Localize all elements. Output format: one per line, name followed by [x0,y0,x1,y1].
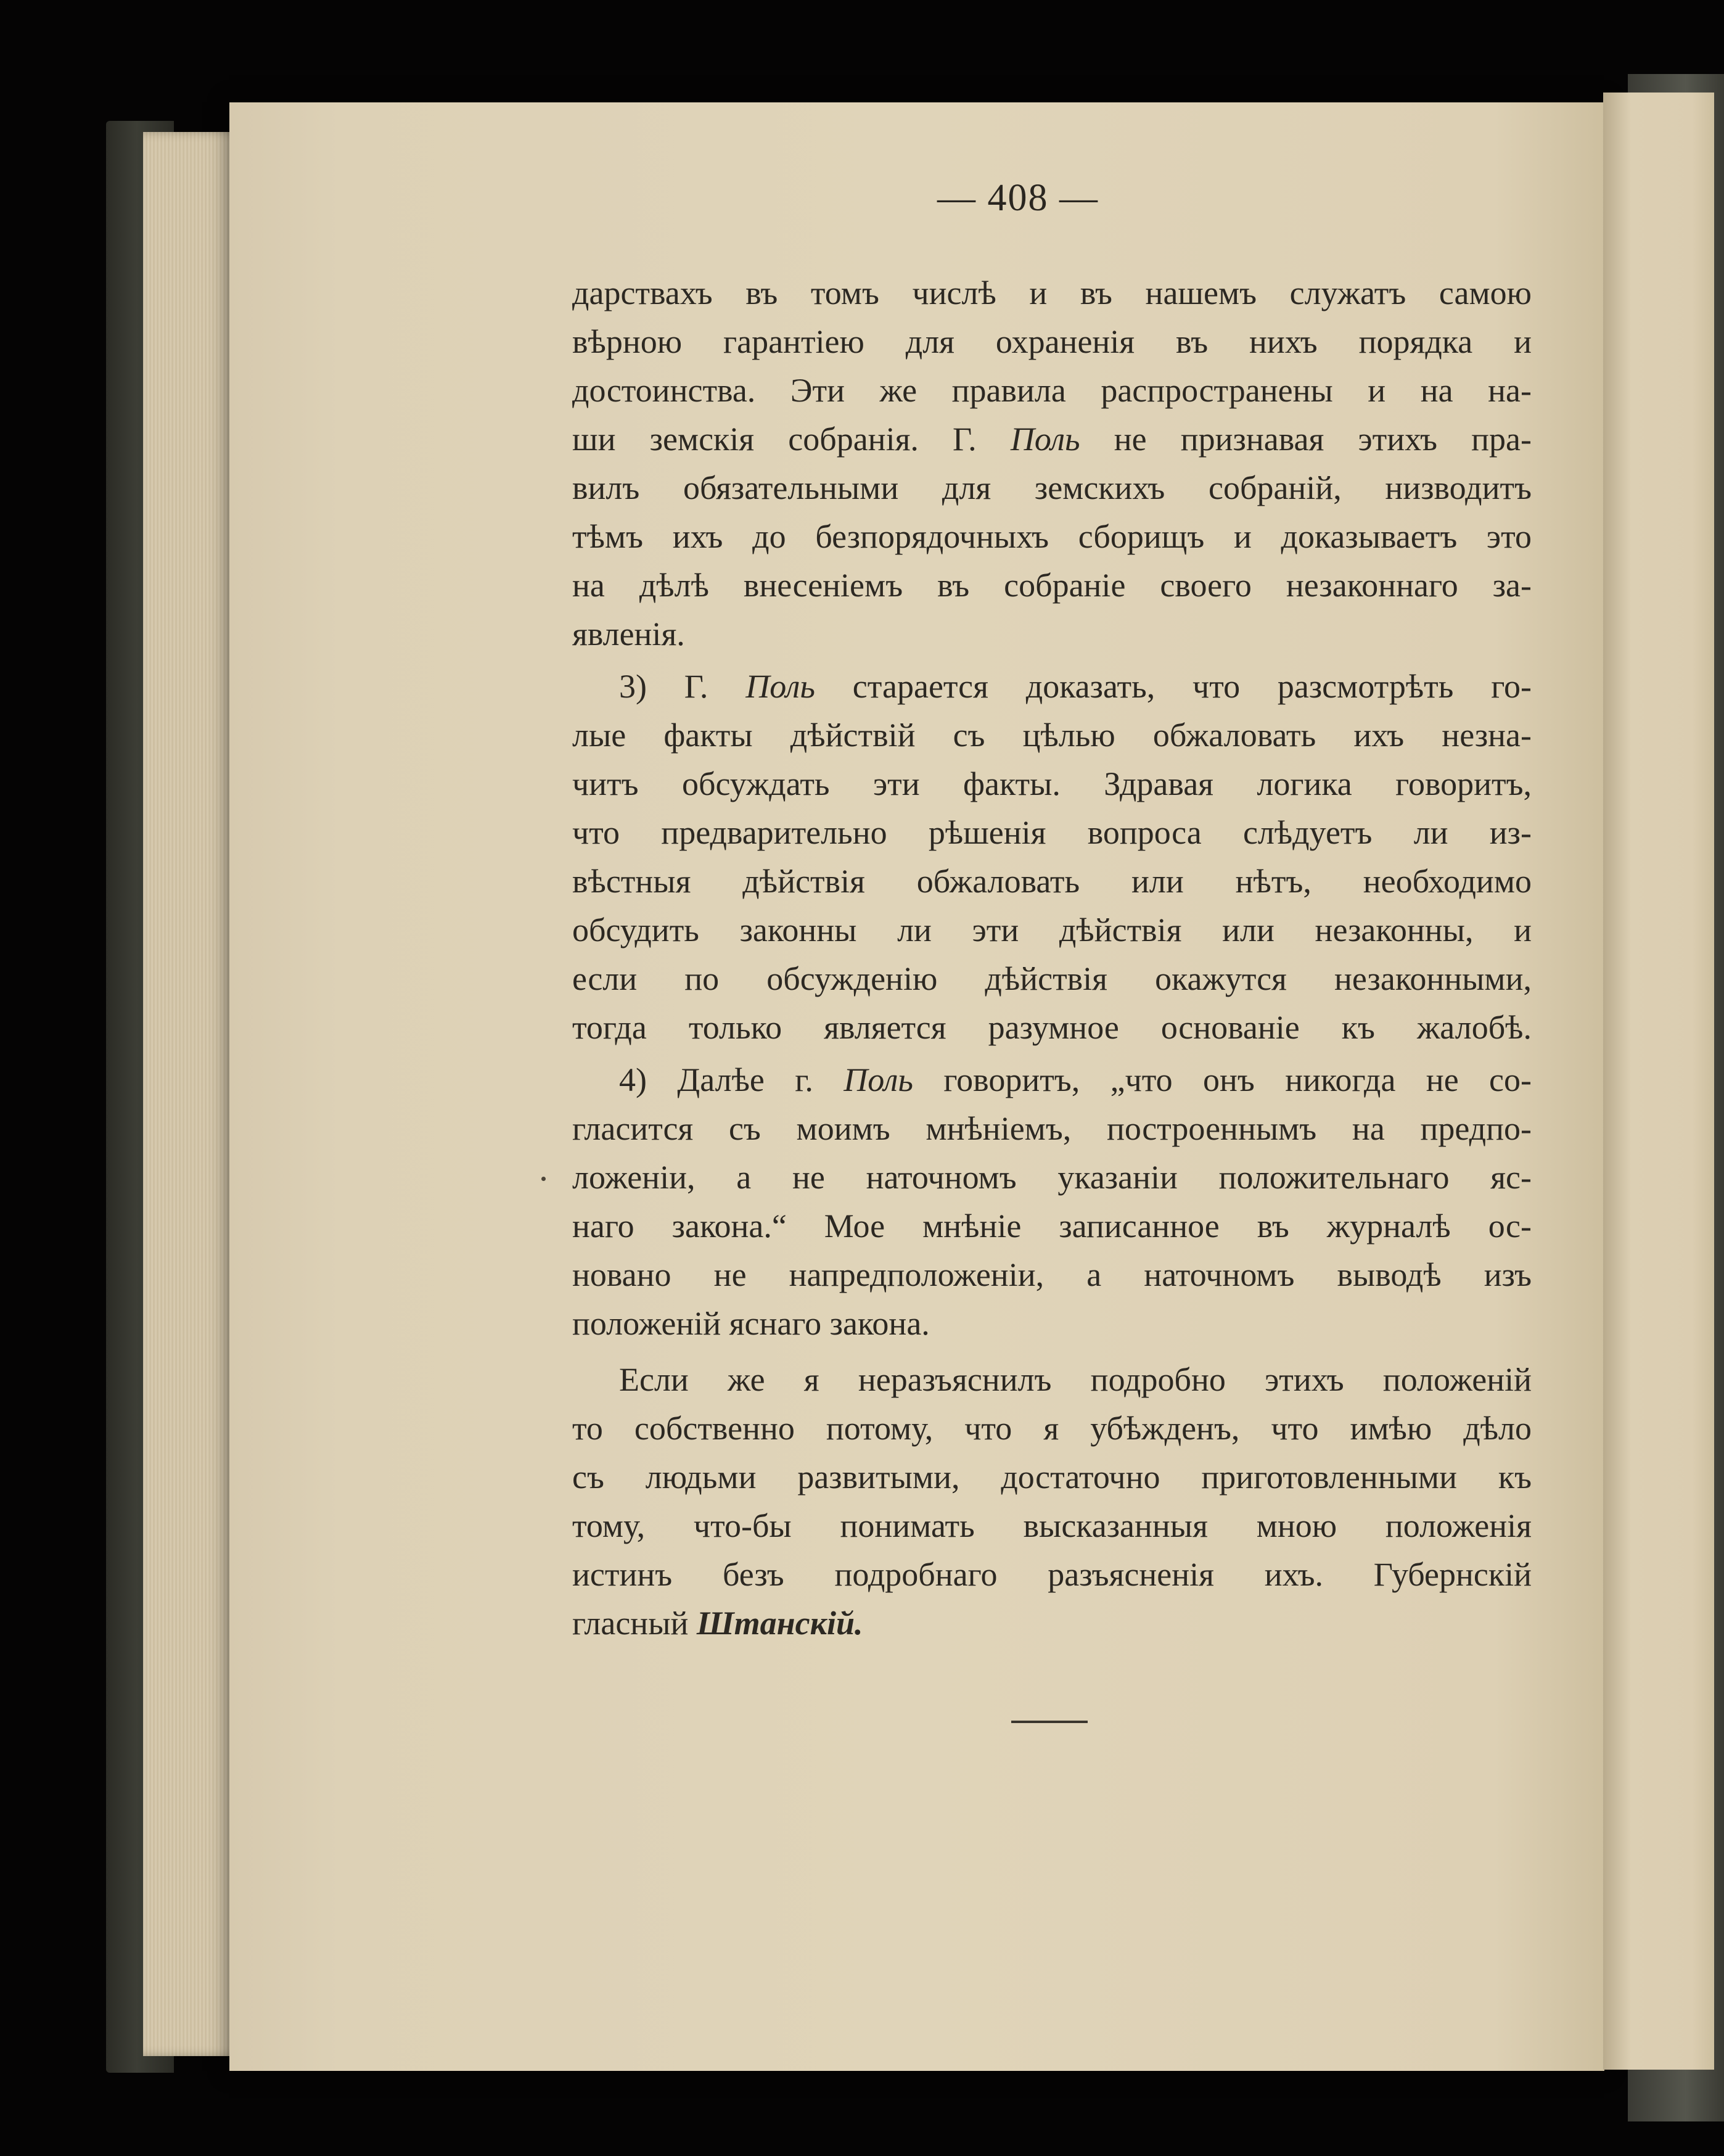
text-line: съ людьми развитыми, достаточно приготовленными къ [572,1459,1532,1496]
ink-fleck [541,1177,546,1181]
author-signature: Штанскій. [696,1605,863,1642]
paragraph-1 [572,269,1532,659]
text-line: положеній яснаго закона. [572,1305,930,1342]
text-fragment: гласный [572,1605,697,1642]
text-line: если по обсужденію дѣйствія окажутся незаконными, [572,960,1532,997]
text-line: вѣрною гарантіею для охраненія въ нихъ порядка и [572,323,1532,360]
text-line: тому, что-бы понимать высказанныя мною положенія [572,1507,1532,1544]
text-line: обсудить законны ли эти дѣйствія или незаконны, и [572,911,1532,948]
facing-page [1603,93,1714,2070]
text-line: гласится съ моимъ мнѣніемъ, построеннымъ на предпо- [572,1110,1532,1147]
text-line: тѣмъ ихъ до безпорядочныхъ сборищъ и доказываетъ это [572,518,1532,555]
page-text [572,269,1532,1648]
text-line: тогда только является разумное основаніе къ жалобѣ. [572,1009,1532,1046]
text-line: читъ обсуждать эти факты. Здравая логика говоритъ, [572,765,1532,802]
text-line: наго закона.“ Мое мнѣніе записанное въ журналѣ ос- [572,1208,1532,1245]
text-line: 4) Далѣе г. Поль говоритъ, „что онъ никогда не со- [619,1061,1532,1098]
text-line: то собственно потому, что я убѣжденъ, что имѣю дѣло [572,1410,1532,1447]
text-line: вилъ обязательными для земскихъ собраній, низводитъ [572,469,1532,506]
page-number-header: — 408 — [937,177,1099,219]
text-line [572,415,1532,464]
paragraph-2 [572,662,1532,1052]
text-line: что предварительно рѣшенія вопроса слѣдуетъ ли из- [572,814,1532,851]
text-line: дарствахъ въ томъ числѣ и въ нашемъ служатъ самою [572,274,1532,311]
text-line: 3) Г. Поль старается доказать, что разсмотрѣть го- [619,668,1532,705]
text-line: лые факты дѣйствій съ цѣлью обжаловать ихъ незна- [572,717,1532,754]
text-line: явленія. [572,615,685,652]
text-line: Если же я неразъяснилъ подробно этихъ положеній [619,1361,1532,1398]
paragraph-3 [572,1056,1532,1348]
text-line: достоинства. Эти же правила распространены и на на- [572,372,1532,409]
end-rule [1011,1721,1088,1723]
person-name: Поль [745,668,815,705]
text-line: вѣстныя дѣйствія обжаловать или нѣтъ, необходимо [572,863,1532,900]
text-fragment: ши земскія собранія. Г. Поль не признавая этихъ пра- [572,421,1532,458]
text-line: на дѣлѣ внесеніемъ въ собраніе своего незаконнаго за- [572,567,1532,604]
paragraph-4 [572,1356,1532,1648]
person-name: Поль [1010,421,1080,458]
text-line: ложеніи, а не наточномъ указаніи положительнаго яс- [572,1159,1532,1196]
text-line: истинъ безъ подробнаго разъясненія ихъ. Губернскій [572,1556,1532,1593]
text-line [572,1599,1532,1648]
person-name: Поль [844,1061,913,1098]
text-line: новано не напредположеніи, а наточномъ выводѣ изъ [572,1256,1532,1293]
